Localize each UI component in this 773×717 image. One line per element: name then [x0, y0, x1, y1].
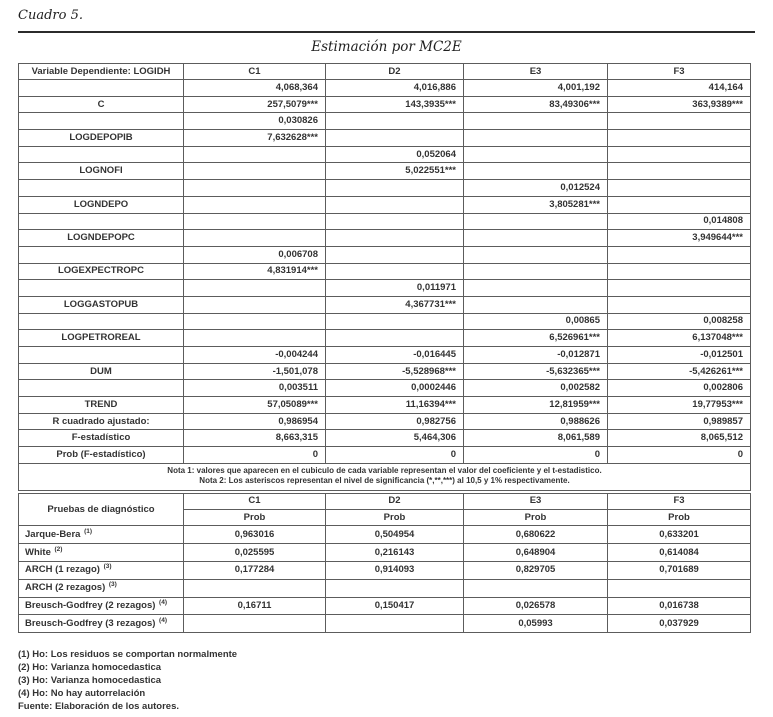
cell-value: 0,012524: [464, 180, 608, 197]
cell-value: [464, 263, 608, 280]
table-row: [19, 397, 751, 414]
cell-value: -5,632365***: [464, 363, 608, 380]
cell-variable-label: LOGNDEPO: [19, 196, 184, 213]
cell-prob-value: [608, 579, 751, 597]
cell-variable-label: [19, 213, 184, 230]
cell-value: [464, 296, 608, 313]
column-header: D2: [326, 64, 464, 80]
cell-value: 0,003511: [184, 380, 326, 397]
note-line-2: Nota 2: Los asteriscos representan el nivel de significancia (*,**,***) al 10,5 y 1% respectivamente.: [199, 476, 570, 486]
cell-value: 0,989857: [608, 413, 751, 430]
footnote-1: (1) Ho: Los residuos se comportan normalmente: [18, 649, 238, 661]
cell-prob-value: 0,216143: [326, 544, 464, 562]
prob-subheader: Prob: [608, 510, 751, 526]
table-row: [19, 113, 751, 130]
horizontal-rule: [18, 31, 755, 33]
cell-value: [184, 296, 326, 313]
cell-variable-label: LOGNDEPOPC: [19, 230, 184, 247]
cell-value: [464, 130, 608, 147]
cell-value: [464, 246, 608, 263]
cell-value: [326, 213, 464, 230]
column-header: E3: [464, 493, 608, 509]
cell-prob-value: 0,05993: [464, 615, 608, 633]
cell-value: 3,949644***: [608, 230, 751, 247]
cell-variable-label: [19, 146, 184, 163]
cell-value: 4,001,192: [464, 80, 608, 97]
cell-value: [326, 263, 464, 280]
table-row: [19, 579, 751, 597]
cell-value: -0,016445: [326, 347, 464, 364]
cell-variable-label: [19, 313, 184, 330]
cell-test-label: Breusch-Godfrey (3 rezagos) $^{(4)}$: [19, 615, 184, 633]
diagnostics-table: [18, 493, 751, 633]
cell-variable-label: LOGDEPOPIB: [19, 130, 184, 147]
table-row: [19, 96, 751, 113]
notes-cell: [19, 463, 751, 490]
column-header: F3: [608, 493, 751, 509]
footnote-4: (4) Ho: No hay autorrelación: [18, 688, 146, 700]
cell-value: -5,426261***: [608, 363, 751, 380]
cell-value: 414,164: [608, 80, 751, 97]
table-row: [19, 363, 751, 380]
cell-value: 4,367731***: [326, 296, 464, 313]
table-row: [19, 330, 751, 347]
cell-value: 6,526961***: [464, 330, 608, 347]
cell-value: 0,002582: [464, 380, 608, 397]
cell-value: 0: [326, 447, 464, 464]
cell-prob-value: 0,914093: [326, 562, 464, 580]
note-line-1: Nota 1: valores que aparecen en el cubiculo de cada variable representan el valor del coeficiente y el t-estadistico.: [167, 465, 602, 475]
cell-value: 4,016,886: [326, 80, 464, 97]
estimation-table-body: [19, 64, 751, 491]
cell-prob-value: 0,648904: [464, 544, 608, 562]
cell-value: [184, 330, 326, 347]
cell-variable-label: DUM: [19, 363, 184, 380]
cell-variable-label: C: [19, 96, 184, 113]
cell-prob-value: [326, 615, 464, 633]
cell-value: 257,5079***: [184, 96, 326, 113]
cell-value: [184, 280, 326, 297]
diagnostics-header-row: [19, 493, 751, 509]
cell-variable-label: LOGNOFI: [19, 163, 184, 180]
footnote-marker: (1): [84, 527, 93, 535]
column-header: D2: [326, 493, 464, 509]
cell-test-label: Jarque-Bera $^{(1)}$: [19, 526, 184, 544]
cell-prob-value: 0,177284: [184, 562, 326, 580]
table-row: [19, 130, 751, 147]
cell-variable-label: LOGPETROREAL: [19, 330, 184, 347]
table-row: [19, 80, 751, 97]
diagnostics-table-body: [19, 493, 751, 632]
cell-value: 0: [608, 447, 751, 464]
cell-prob-value: 0,026578: [464, 597, 608, 615]
cell-variable-label: [19, 380, 184, 397]
footnote-marker: (3): [103, 563, 112, 571]
cell-value: 7,632628***: [184, 130, 326, 147]
prob-subheader: Prob: [464, 510, 608, 526]
cell-value: [608, 113, 751, 130]
table-row: [19, 430, 751, 447]
cell-prob-value: [184, 579, 326, 597]
footnote-marker: (2): [54, 545, 63, 553]
cell-value: 0,002806: [608, 380, 751, 397]
cell-value: -0,012501: [608, 347, 751, 364]
footnote-2: (2) Ho: Varianza homocedastica: [18, 662, 162, 674]
cell-value: 0: [184, 447, 326, 464]
cell-variable-label: [19, 280, 184, 297]
cell-variable-label: R cuadrado ajustado:: [19, 413, 184, 430]
table-row: [19, 615, 751, 633]
cell-value: [608, 196, 751, 213]
table-row: [19, 163, 751, 180]
cell-value: 143,3935***: [326, 96, 464, 113]
cell-value: [464, 213, 608, 230]
table-row: [19, 380, 751, 397]
cell-prob-value: 0,16711: [184, 597, 326, 615]
table-row: [19, 296, 751, 313]
table-row: [19, 447, 751, 464]
column-header: E3: [464, 64, 608, 80]
table-row: [19, 196, 751, 213]
footnote-marker: (3): [108, 581, 117, 589]
cell-value: 19,77953***: [608, 397, 751, 414]
cell-prob-value: 0,025595: [184, 544, 326, 562]
table-row: [19, 347, 751, 364]
cell-value: [464, 113, 608, 130]
cell-prob-value: 0,701689: [608, 562, 751, 580]
cell-variable-label: [19, 80, 184, 97]
table-caption: Cuadro 5.: [18, 8, 83, 23]
cell-value: 6,137048***: [608, 330, 751, 347]
cell-value: [326, 330, 464, 347]
cell-variable-label: [19, 180, 184, 197]
column-header: C1: [184, 493, 326, 509]
cell-value: [326, 130, 464, 147]
cell-prob-value: 0,680622: [464, 526, 608, 544]
cell-value: 11,16394***: [326, 397, 464, 414]
cell-value: [608, 246, 751, 263]
footnote-marker: (4): [159, 599, 167, 606]
footnote-marker: (4): [159, 616, 167, 624]
cell-value: 0,982756: [326, 413, 464, 430]
cell-value: 4,068,364: [184, 80, 326, 97]
cell-variable-label: Prob (F-estadístico): [19, 447, 184, 464]
cell-variable-label: TREND: [19, 397, 184, 414]
cell-value: [326, 196, 464, 213]
cell-value: 0,030826: [184, 113, 326, 130]
cell-prob-value: [184, 615, 326, 633]
table-row: [19, 280, 751, 297]
notes-row: [19, 463, 751, 490]
cell-variable-label: LOGGASTOPUB: [19, 296, 184, 313]
table-row: [19, 180, 751, 197]
prob-subheader: Prob: [184, 510, 326, 526]
cell-value: 12,81959***: [464, 397, 608, 414]
cell-value: [464, 163, 608, 180]
estimation-table: [18, 63, 751, 491]
cell-value: 0,014808: [608, 213, 751, 230]
table-row: [19, 246, 751, 263]
cell-value: [184, 196, 326, 213]
cell-value: [608, 146, 751, 163]
cell-test-label: White $^{(2)}$: [19, 544, 184, 562]
cell-value: [608, 280, 751, 297]
table-row: [19, 230, 751, 247]
cell-value: [464, 230, 608, 247]
cell-prob-value: 0,829705: [464, 562, 608, 580]
cell-value: [184, 163, 326, 180]
cell-value: 83,49306***: [464, 96, 608, 113]
cell-value: 0,0002446: [326, 380, 464, 397]
cell-value: 4,831914***: [184, 263, 326, 280]
cell-value: 57,05089***: [184, 397, 326, 414]
cell-test-label: ARCH (2 rezagos) $^{(3)}$: [19, 579, 184, 597]
cell-value: 0,052064: [326, 146, 464, 163]
cell-value: [184, 313, 326, 330]
table-row: [19, 526, 751, 544]
table-row: [19, 263, 751, 280]
cell-value: 0,00865: [464, 313, 608, 330]
table-row: [19, 544, 751, 562]
column-header: F3: [608, 64, 751, 80]
cell-value: 0,006708: [184, 246, 326, 263]
table-row: [19, 413, 751, 430]
cell-value: [464, 146, 608, 163]
cell-value: [184, 180, 326, 197]
table-row: [19, 213, 751, 230]
cell-test-label: Breusch-Godfrey (2 rezagos) $^{(4)}$: [19, 597, 184, 615]
cell-value: [326, 230, 464, 247]
cell-prob-value: 0,504954: [326, 526, 464, 544]
table-row: [19, 313, 751, 330]
source-note: Fuente: Elaboración de los autores.: [18, 701, 180, 713]
cell-prob-value: 0,016738: [608, 597, 751, 615]
cell-value: [326, 180, 464, 197]
cell-value: [608, 130, 751, 147]
cell-variable-label: [19, 347, 184, 364]
cell-value: [326, 246, 464, 263]
diagnostics-label-header: Pruebas de diagnóstico: [19, 493, 184, 526]
cell-value: 0: [464, 447, 608, 464]
cell-value: -0,004244: [184, 347, 326, 364]
cell-value: 0,011971: [326, 280, 464, 297]
cell-value: 5,464,306: [326, 430, 464, 447]
cell-test-label: ARCH (1 rezago) $^{(3)}$: [19, 562, 184, 580]
table-row: [19, 146, 751, 163]
cell-prob-value: 0,037929: [608, 615, 751, 633]
cell-value: 5,022551***: [326, 163, 464, 180]
cell-value: 8,065,512: [608, 430, 751, 447]
cell-variable-label: [19, 246, 184, 263]
cell-prob-value: 0,150417: [326, 597, 464, 615]
cell-value: 0,988626: [464, 413, 608, 430]
prob-subheader: Prob: [326, 510, 464, 526]
cell-value: [608, 263, 751, 280]
cell-variable-label: LOGEXPECTROPC: [19, 263, 184, 280]
cell-prob-value: 0,963016: [184, 526, 326, 544]
cell-value: [326, 113, 464, 130]
table-row: [19, 597, 751, 615]
cell-value: [608, 163, 751, 180]
table-header-row: [19, 64, 751, 80]
cell-prob-value: 0,614084: [608, 544, 751, 562]
cell-variable-label: F-estadístico: [19, 430, 184, 447]
cell-value: -5,528968***: [326, 363, 464, 380]
cell-prob-value: [326, 579, 464, 597]
column-header: Variable Dependiente: LOGIDH: [19, 64, 184, 80]
cell-value: [464, 280, 608, 297]
cell-value: [184, 230, 326, 247]
table-title: Estimación por MC2E: [311, 39, 462, 55]
cell-value: [608, 180, 751, 197]
cell-value: -0,012871: [464, 347, 608, 364]
cell-prob-value: 0,633201: [608, 526, 751, 544]
cell-prob-value: [464, 579, 608, 597]
cell-value: [608, 296, 751, 313]
cell-value: [326, 313, 464, 330]
footnotes: [18, 648, 755, 713]
table-row: [19, 562, 751, 580]
cell-value: 363,9389***: [608, 96, 751, 113]
cell-variable-label: [19, 113, 184, 130]
cell-value: 0,008258: [608, 313, 751, 330]
cell-value: 3,805281***: [464, 196, 608, 213]
cell-value: 8,663,315: [184, 430, 326, 447]
cell-value: [184, 146, 326, 163]
cell-value: -1,501,078: [184, 363, 326, 380]
cell-value: 8,061,589: [464, 430, 608, 447]
column-header: C1: [184, 64, 326, 80]
cell-value: 0,986954: [184, 413, 326, 430]
footnote-3: (3) Ho: Varianza homocedastica: [18, 675, 162, 687]
cell-value: [184, 213, 326, 230]
